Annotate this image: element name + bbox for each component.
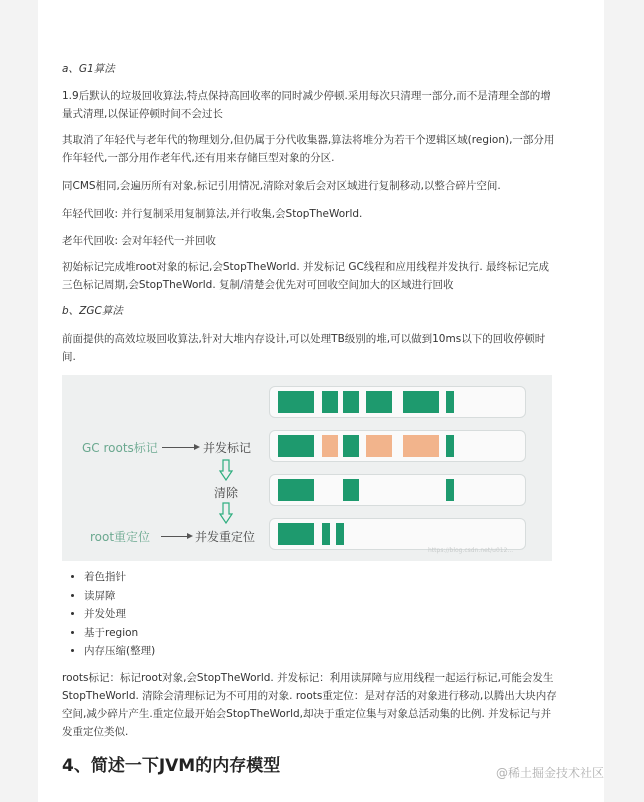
- list-item: • 基于region: [84, 624, 155, 643]
- list-item: • 内存压缩(整理): [84, 642, 155, 661]
- g1-paragraph-5: 老年代回收: 会对年轻代一并回收: [62, 235, 216, 247]
- region-block: [446, 479, 454, 501]
- region-block: [322, 523, 330, 545]
- site-watermark: @稀土掘金技术社区: [496, 766, 605, 780]
- region-block: [343, 435, 359, 457]
- region-block: [343, 479, 359, 501]
- g1-paragraph-2: 其取消了年轻代与老年代的物理划分,但仍属于分代收集器,算法将堆分为若干个逻辑区域(region),一部分用作年轻代,一部分用作老年代,还有用来存储巨型对象的分区.: [62, 134, 555, 164]
- section-heading: 4、简述一下JVM的内存模型: [62, 756, 281, 776]
- root-relocate-label: root重定位: [90, 530, 151, 544]
- g1-heading: a、G1算法: [62, 63, 115, 75]
- region-block: [322, 391, 338, 413]
- concurrent-mark-label: 并发标记: [203, 441, 252, 455]
- feature-list: [62, 568, 155, 661]
- marked-region-block: [366, 435, 392, 457]
- arrow-right-icon: [162, 447, 196, 448]
- region-block: [278, 523, 314, 545]
- region-block: [278, 435, 314, 457]
- region-block: [278, 479, 314, 501]
- marked-region-block: [322, 435, 338, 457]
- gc-roots-label: GC roots标记: [82, 441, 158, 455]
- marked-region-block: [403, 435, 439, 457]
- list-item: • 着色指针: [84, 568, 155, 587]
- heap-row-3: [269, 474, 526, 506]
- clear-label: 清除: [214, 486, 239, 500]
- region-block: [366, 391, 392, 413]
- g1-paragraph-6: 初始标记完成堆root对象的标记,会StopTheWorld. 并发标记 GC线程和应用线程并发执行. 最终标记完成三色标记周期,会StopTheWorld. 复制/清楚会优先对可回收空间加大的区域进行回收: [62, 261, 550, 291]
- document-page: [38, 0, 604, 802]
- arrowhead-icon: [194, 444, 200, 450]
- zgc-heading: b、ZGC算法: [62, 305, 123, 317]
- region-block: [403, 391, 439, 413]
- list-item: • 并发处理: [84, 605, 155, 624]
- zgc-diagram: [62, 375, 552, 561]
- region-block: [278, 391, 314, 413]
- region-block: [336, 523, 344, 545]
- roots-paragraph: roots标记：标记root对象,会StopTheWorld. 并发标记：利用读屏障与应用线程一起运行标记,可能会发生StopTheWorld. 清除会清理标记为不可用的对象. roots重定位：是对存活的对象进行移动,以腾出大块内存空间,减少碎片产生.重定位最开始会StopTheWorld,却决于重定位集与对象总活动集的比例. 并发标记与并发重定位类似.: [62, 672, 557, 738]
- region-block: [446, 391, 454, 413]
- arrow-right-icon: [161, 536, 189, 537]
- down-arrow-icon: [219, 459, 233, 481]
- g1-paragraph-1: 1.9后默认的垃圾回收算法,特点保持高回收率的同时减少停顿.采用每次只清理一部分,而不是清理全部的增量式清理,以保证停顿时间不会过长: [62, 90, 551, 120]
- concurrent-relocate-label: 并发重定位: [195, 530, 256, 544]
- zgc-paragraph: 前面提供的高效垃圾回收算法,针对大堆内存设计,可以处理TB级别的堆,可以做到10ms以下的回收停顿时间.: [62, 333, 546, 363]
- heap-row-4: [269, 518, 526, 550]
- g1-paragraph-3: 同CMS相同,会遍历所有对象,标记引用情况,清除对象后会对区域进行复制移动,以整合碎片空间.: [62, 180, 501, 192]
- figure-watermark: https://blog.csdn.net/u012...: [428, 547, 514, 554]
- heap-row-1: [269, 386, 526, 418]
- heap-row-2: [269, 430, 526, 462]
- down-arrow-icon: [219, 502, 233, 524]
- region-block: [446, 435, 454, 457]
- arrowhead-icon: [187, 533, 193, 539]
- g1-paragraph-4: 年轻代回收: 并行复制采用复制算法,并行收集,会StopTheWorld.: [62, 208, 363, 220]
- region-block: [343, 391, 359, 413]
- list-item: • 读屏障: [84, 587, 155, 606]
